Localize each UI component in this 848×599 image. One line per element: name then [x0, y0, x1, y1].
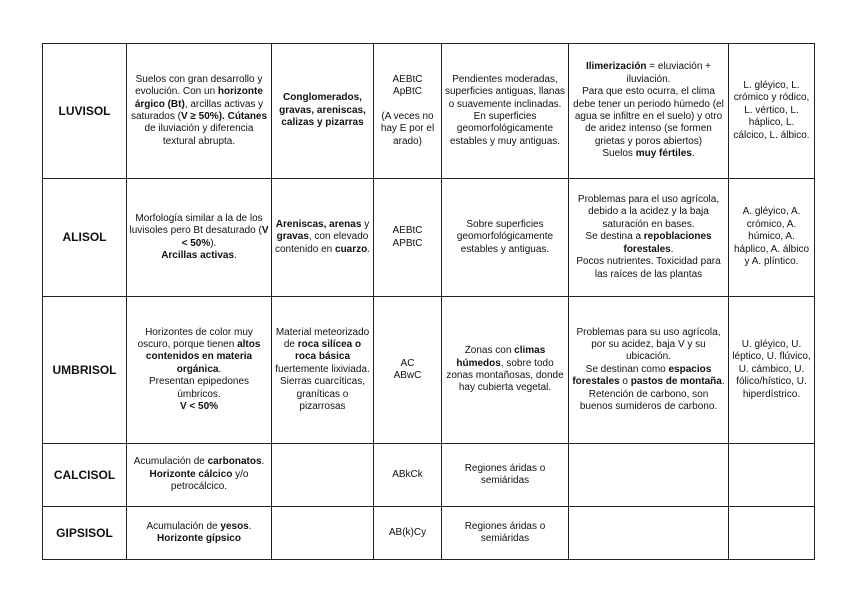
bold-text: Arcillas activas	[161, 249, 235, 261]
soil-name: ALISOL	[43, 179, 127, 297]
horizons-cell: ABkCk	[374, 444, 442, 507]
bold-text: espacios forestales	[572, 363, 712, 388]
bold-text: V ≥ 50%).	[180, 111, 225, 122]
horizons-cell: AC ABwC	[374, 297, 442, 444]
bold-text: pastos de montaña	[630, 376, 722, 388]
description-cell: Acumulación de yesos. Horizonte gípsico	[127, 507, 272, 560]
relief-cell: Pendientes moderadas, superficies antiguas, llanas o suavemente inclinadas. En superficies geomorfológicamente estables y muy antiguas.	[442, 44, 569, 179]
bold-text: carbonatos	[207, 456, 262, 468]
bold-text: roca silícea o roca básica	[294, 338, 362, 363]
relief-cell: Regiones áridas o semiáridas	[442, 507, 569, 560]
subtypes-cell	[729, 444, 815, 507]
horizons-cell: AB(k)Cy	[374, 507, 442, 560]
notes-cell	[569, 507, 729, 560]
description-cell: Acumulación de carbonatos. Horizonte cálcico y/o petrocálcico.	[127, 444, 272, 507]
soil-name: LUVISOL	[43, 44, 127, 179]
bold-text: Horizonte gípsico	[157, 533, 241, 544]
table-row	[43, 297, 815, 444]
description-cell: Morfología similar a la de los luvisoles pero Bt desaturado (V < 50%). Arcillas activas.	[127, 179, 272, 297]
bold-text: Ilimerización	[585, 61, 647, 73]
horizons-cell: AEBtC ApBtC (A veces no hay E por el arado)	[374, 44, 442, 179]
parent-material-cell	[272, 44, 374, 179]
description-cell: Horizontes de color muy oscuro, porque tienen altos contenidos en materia orgánica. Presentan epipedones úmbricos. V < 50%	[127, 297, 272, 444]
subtypes-cell: U. gléyico, U. léptico, U. flúvico, U. cámbico, U. fólico/hístico, U. hiperdístrico.	[729, 297, 815, 444]
soil-name: UMBRISOL	[43, 297, 127, 444]
soil-name: GIPSISOL	[43, 507, 127, 560]
parent-material-cell	[272, 444, 374, 507]
bold-text: cuarzo	[335, 243, 368, 255]
parent-material-cell	[272, 507, 374, 560]
table-row	[43, 179, 815, 297]
parent-material-cell: Areniscas, arenas y gravas, con elevado contenido en cuarzo.	[272, 179, 374, 297]
bold-text: yesos	[220, 520, 249, 532]
bold-text: Cútanes	[227, 111, 268, 122]
notes-cell: Problemas para el uso agrícola, debido a la acidez y la baja saturación en bases. Se destina a repoblaciones forestales. Pocos nutrientes. Toxicidad para las raíces de las plantas	[569, 179, 729, 297]
bold-text: altos contenidos en materia orgánica	[145, 338, 261, 375]
bold-text: repoblaciones forestales	[623, 231, 712, 255]
relief-cell: Zonas con climas húmedos, sobre todo zonas montañosas, donde hay cubierta vegetal.	[442, 297, 569, 444]
notes-cell: Ilimerización = eluviación + iluviación. Para que esto ocurra, el clima debe tener un periodo húmedo (el agua se infiltre en el suelo) y otro de aridez intenso (se formen grietas y poros abiertos) Suelos muy fértiles.	[569, 44, 729, 179]
subtypes-cell: A. gléyico, A. crómico, A. húmico, A. háplico, A. álbico y A. plíntico.	[729, 179, 815, 297]
bold-text: horizonte árgico (Bt)	[134, 86, 263, 110]
bold-text: gravas	[276, 231, 309, 243]
bold-text: V < 50%	[179, 401, 219, 413]
relief-cell: Sobre superficies geomorfológicamente estables y antiguas.	[442, 179, 569, 297]
table-row	[43, 507, 815, 560]
soil-name: CALCISOL	[43, 444, 127, 507]
notes-cell	[569, 444, 729, 507]
subtypes-cell: L. gléyico, L. crómico y ródico, L. vértico, L. háplico, L. cálcico, L. álbico.	[729, 44, 815, 179]
bold-text: Areniscas, arenas	[275, 218, 362, 230]
notes-cell: Problemas para su uso agrícola, por su acidez, baja V y su ubicación. Se destinan como espacios forestales o pastos de montaña. Retención de carbono, son buenos sumideros de carbono.	[569, 297, 729, 444]
bold-text: climas húmedos	[456, 345, 546, 369]
description-cell: Suelos con gran desarrollo y evolución. Con un horizonte árgico (Bt), arcillas activas y saturados (V ≥ 50%). Cútanes de iluviación y diferencia textural abrupta.	[127, 44, 272, 179]
bold-text: V < 50%	[181, 225, 269, 249]
table-row	[43, 44, 815, 179]
horizons-cell: AEBtC APBtC	[374, 179, 442, 297]
relief-cell: Regiones áridas o semiáridas	[442, 444, 569, 507]
bold-text: muy fértiles	[635, 148, 692, 160]
parent-material-cell: Material meteorizado de roca silícea o roca básica fuertemente lixiviada. Sierras cuarcíticas, graníticas o pizarrosas	[272, 297, 374, 444]
soil-classification-table	[42, 43, 815, 560]
bold-text: Horizonte cálcico	[149, 468, 233, 480]
subtypes-cell	[729, 507, 815, 560]
table-row	[43, 444, 815, 507]
bold-text: Conglomerados, gravas, areniscas, calizas y pizarras	[279, 92, 366, 129]
